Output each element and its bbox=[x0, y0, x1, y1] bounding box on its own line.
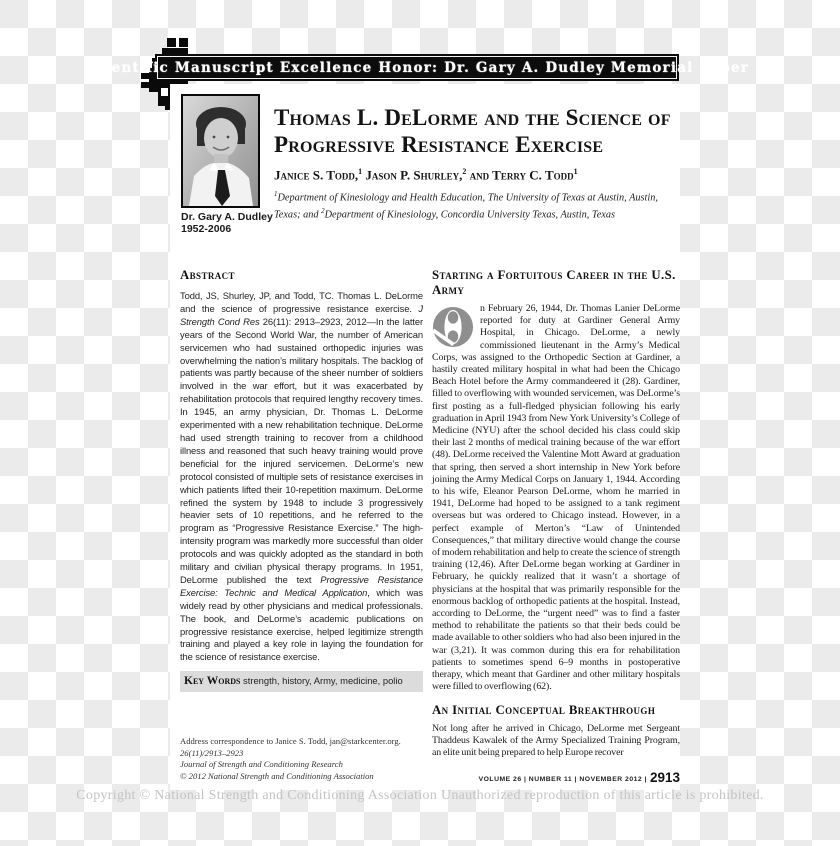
article-page bbox=[170, 84, 680, 790]
correspondence-block bbox=[180, 736, 423, 782]
correspondence-pages: 26(11)/2913–2923 bbox=[180, 747, 244, 758]
photo-caption-years: 1952-2006 bbox=[181, 223, 232, 235]
author-3: and Terry C. Todd bbox=[466, 167, 574, 183]
author-1-affiliation-mark: 1 bbox=[358, 167, 363, 176]
section-1-paragraph bbox=[432, 303, 680, 694]
ornamental-o-drop-cap bbox=[432, 306, 474, 348]
right-column bbox=[432, 268, 680, 787]
affiliations-line bbox=[274, 188, 678, 221]
abstract-text: Todd, JS, Shurley, JP, and Todd, TC. Thomas L. DeLorme and the science of progressive resistance exercise. J Strength Cond Res 26(11): 2913–2923, 2012—In the latter years of the Second World War, the number of American servicemen who had sustained orthopedic injuries was overwhelming the nation’s military hospitals. The backlog of patients was partly because of the sheer number of soldiers involved in the war effort, but it was exacerbated by rehabilitation protocols that required lengthy recovery times. In 1945, an army physician, Dr. Thomas L. DeLorme experimented with a new rehabilitation technique. DeLorme had used strength training to recover from a childhood illness and reasoned that such heavy training would prove beneficial for the injured servicemen. DeLorme’s new protocol consisted of multiple sets of resistance exercises in which patients lifted their 10-repetition maximum. DeLorme refined the system by 1948 to include 3 progressively heavier sets of 10 repetitions, and he referred to the program as “Progressive Resistance Exercise.” The high-intensity program was markedly more successful than older protocols and was quickly adopted as the standard in both military and civilian physical therapy programs. In 1951, DeLorme published the text Progressive Resistance Exercise: Technic and Medical Application, which was widely read by other physicians and medical professionals. The book, and DeLorme’s academic publications on progressive resistance exercise, helped legitimize strength training and played a key role in laying the foundation for the science of resistance exercise. bbox=[180, 290, 424, 663]
affiliation-2-mark: 2 bbox=[321, 206, 325, 215]
correspondence-journal: Journal of Strength and Conditioning Research bbox=[180, 759, 343, 770]
keywords-text: strength, history, Army, medicine, polio bbox=[240, 675, 403, 687]
keywords-bar bbox=[180, 671, 423, 692]
portrait-photo-image bbox=[183, 96, 258, 206]
award-banner bbox=[84, 54, 750, 81]
section-2-heading: An Initial Conceptual Breakthrough bbox=[432, 702, 656, 717]
authors-line bbox=[274, 167, 678, 183]
keywords-label: Key Words bbox=[184, 675, 241, 688]
page-number: 2913 bbox=[649, 770, 680, 786]
article-title: Thomas L. DeLorme and the Science of Progressive Resistance Exercise bbox=[274, 105, 671, 157]
portrait-photo bbox=[181, 94, 260, 208]
author-2: Jason P. Shurley, bbox=[362, 167, 463, 183]
author-3-affiliation-mark: 1 bbox=[573, 167, 578, 176]
volume-info: VOLUME 26 | NUMBER 11 | NOVEMBER 2012 | bbox=[478, 776, 647, 784]
left-column bbox=[180, 268, 423, 782]
author-1: Janice S. Todd, bbox=[274, 167, 359, 183]
award-banner-frame bbox=[84, 56, 750, 79]
section-1-heading: Starting a Fortuitous Career in the U.S. Army bbox=[432, 268, 676, 297]
correspondence-copyright: © 2012 National Strength and Conditioning Association bbox=[180, 770, 374, 781]
memorial-photo-figure bbox=[181, 94, 273, 235]
affiliation-1-mark: 1 bbox=[274, 190, 278, 199]
section-1-text: n February 26, 1944, Dr. Thomas Lanier DeLorme reported for duty at Gardiner General Army Hospital, in Chicago. DeLorme, a newly commissioned lieutenant in the Army’s Medical Corps, was assigned to the Orthopedic Section at Gardiner, a hastily created military hospital in what had been the Chicago Beach Hotel before the Army commandeered it (28). Gardiner, filled to overflowing with wounded servicemen, was DeLorme’s first posting as a full-fledged physician following his early graduation in April 1943 from New York University’s College of Medicine (NYU) after the school decided his class could skip their last 2 months of medical training because of the war effort (48). DeLorme received the Valentine Mott Award at graduation that spring, then served a short internship in New York before joining the Army Medical Corps on January 1, 1944. According to his wife, Eleanor Pearson DeLorme, whom he married in 1941, DeLorme had hoped to be assigned to a tank regiment overseas but was ordered to Chicago instead. However, in a perfect example of Merton’s “Law of Unintended Consequences,” that military directive would change the course of modern rehabilitation and help to create the science of strength training (12,46). After DeLorme began working at Gardiner in February, he quickly realized that it wasn’t a shortage of physicians at the hospital that was primarily responsible for the enormous backlog of orthopedic patients at the hospital. Instead, according to DeLorme, the “urgent need” was to find a faster method to rehabilitate the patients so that their beds could be made available to other soldiers who had also been injured in the war (3,21). It was common during this era for rehabilitation patients to sometimes spend 6–9 months in postoperative therapy, which meant that Gardiner and other military hospitals were filled to overflowing (62). bbox=[432, 303, 680, 693]
copyright-watermark: Copyright © National Strength and Conditioning Association Unauthorized reproduction of this article is prohibited. bbox=[76, 788, 764, 803]
correspondence-address: Address correspondence to Janice S. Todd, jan@starkcenter.org. bbox=[180, 736, 401, 747]
abstract-heading: Abstract bbox=[180, 268, 235, 282]
affiliation-1: Department of Kinesiology and Health Education, The University of Texas at Austin, Austin, Texas; and bbox=[274, 192, 658, 221]
photo-caption-name: Dr. Gary A. Dudley bbox=[181, 211, 273, 223]
author-2-affiliation-mark: 2 bbox=[462, 167, 467, 176]
section-2-paragraph: Not long after he arrived in Chicago, DeLorme met Sergeant Thaddeus Kawalek of the Army Specialized Training Program, an elite unit being prepared to help Europe recover bbox=[432, 722, 680, 758]
journal-footer bbox=[432, 769, 680, 787]
article-header bbox=[274, 104, 678, 221]
award-banner-text: Scientific Manuscript Excellence Honor: Dr. Gary A. Dudley Memorial Paper bbox=[84, 59, 750, 76]
affiliation-2: Department of Kinesiology, Concordia University Texas, Austin, Texas bbox=[324, 209, 616, 221]
